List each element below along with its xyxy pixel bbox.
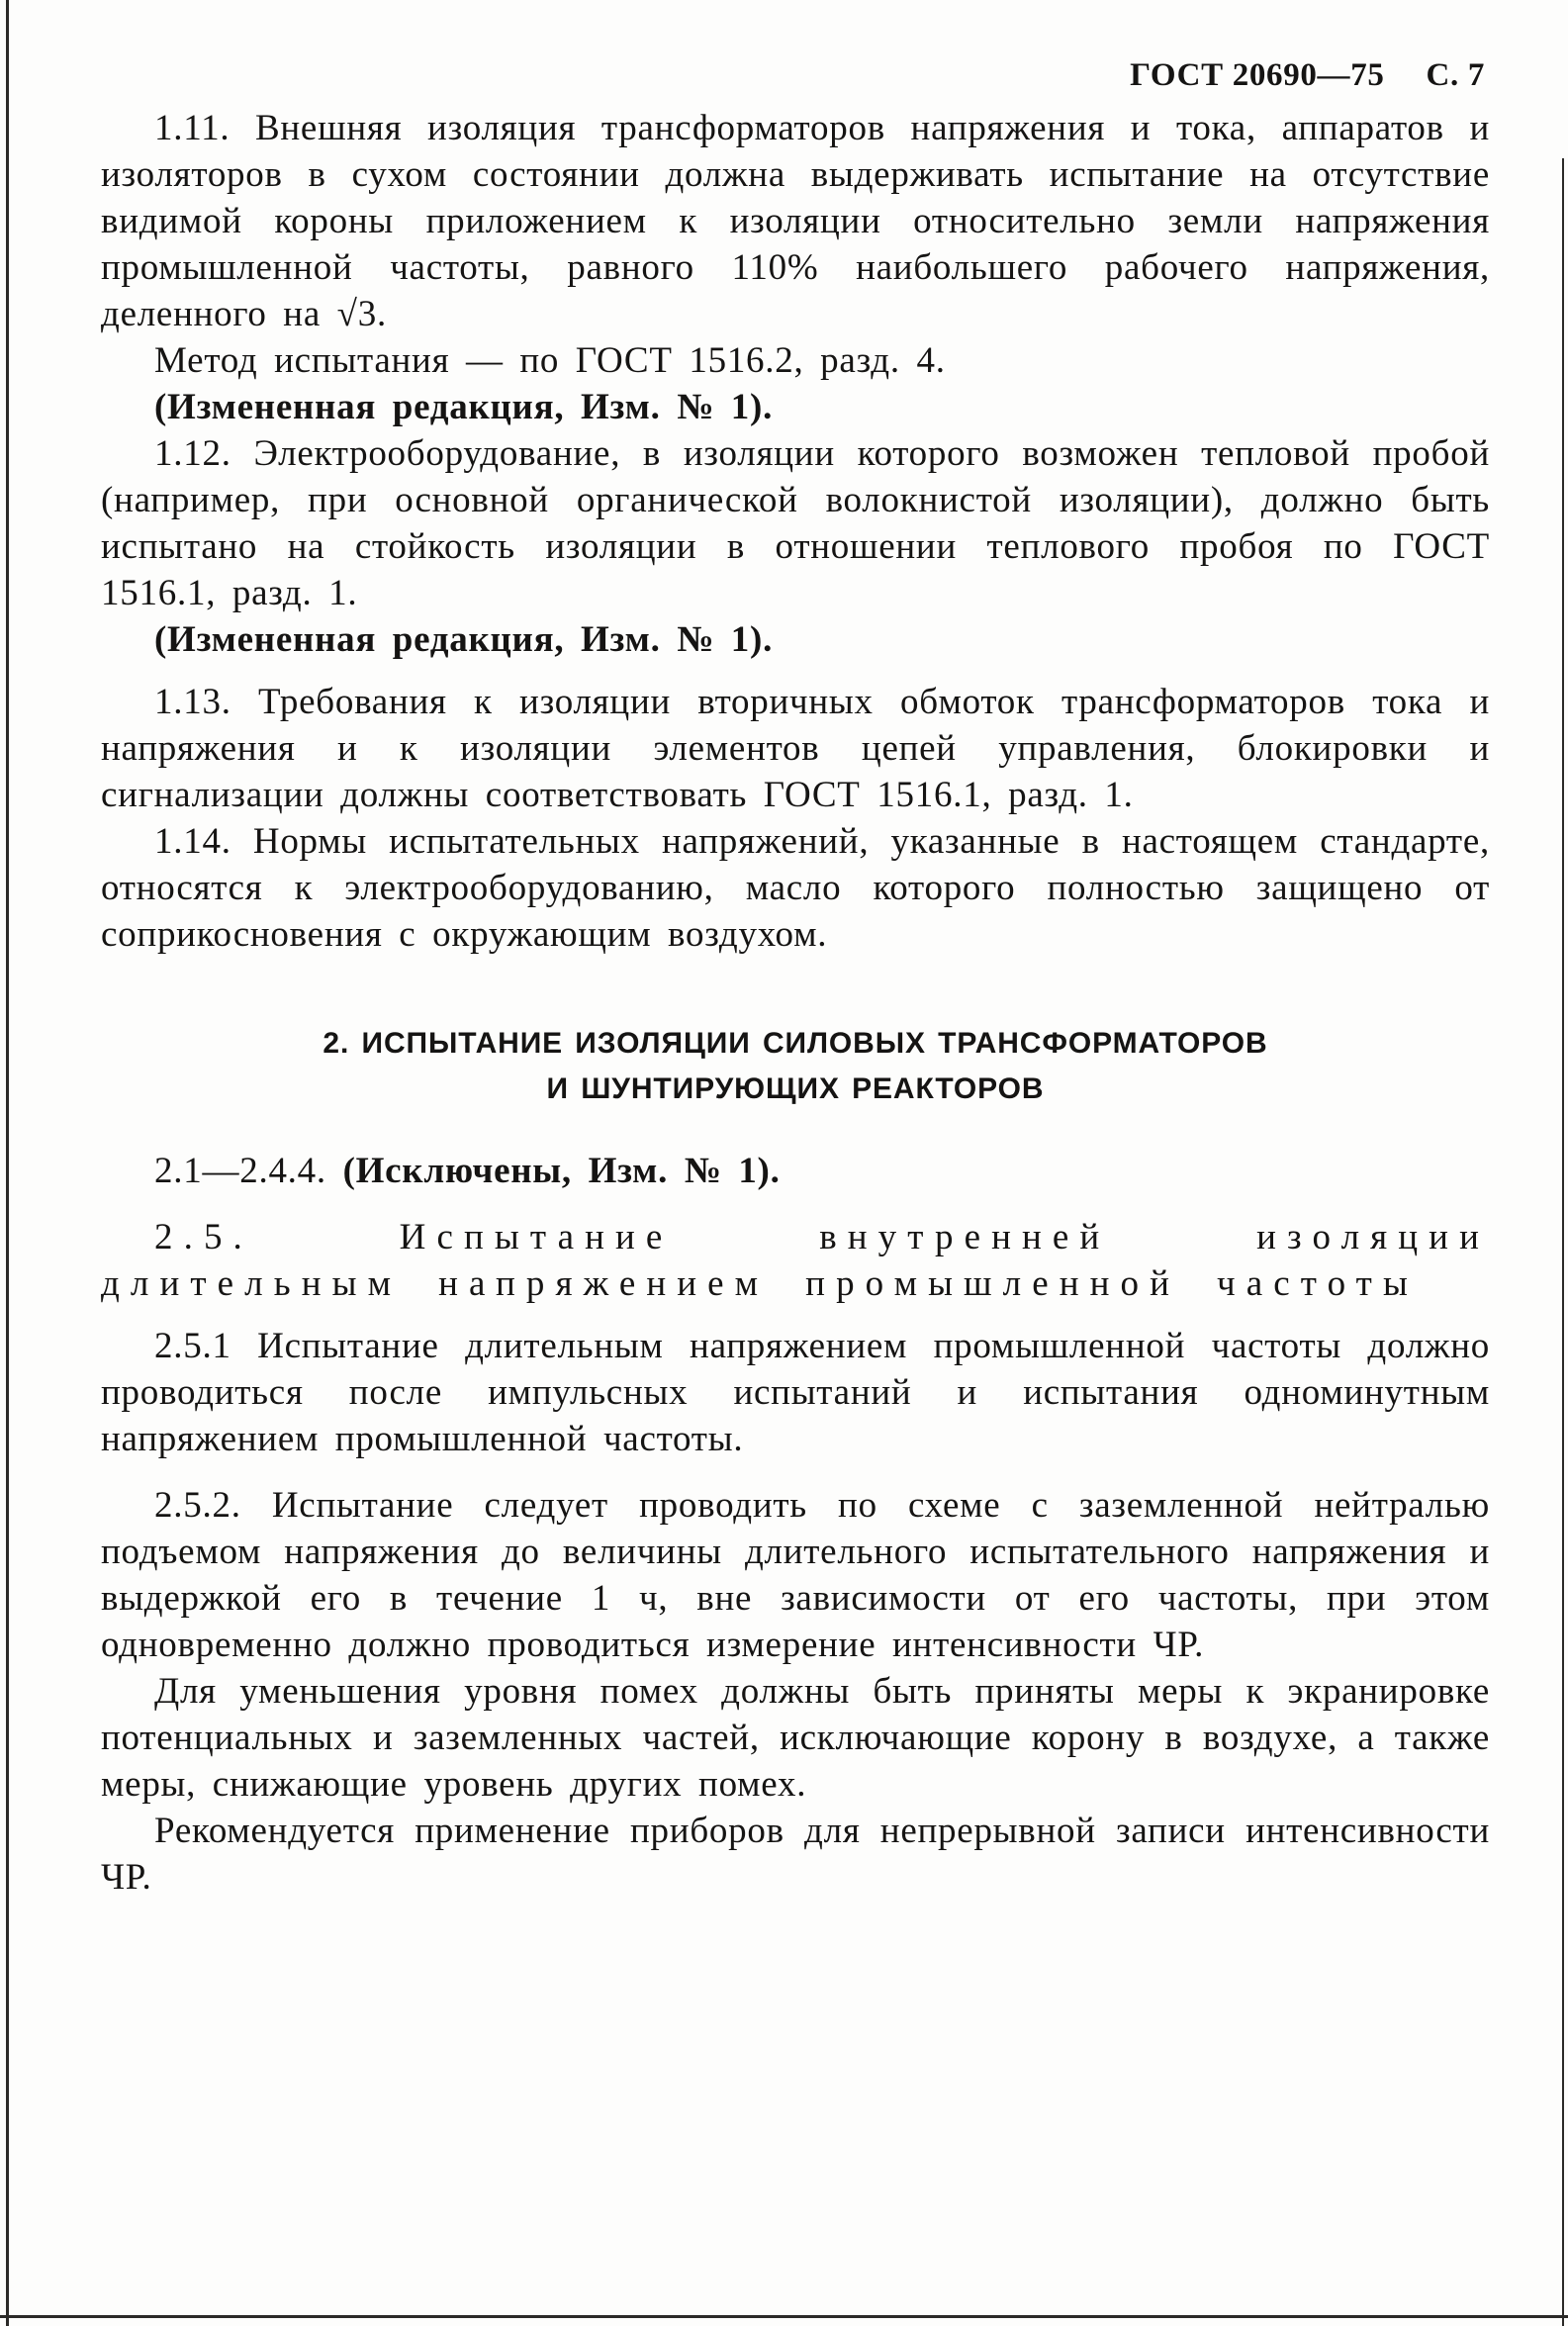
paragraph-1-12: 1.12. Электрооборудование, в изоляции которого возможен тепловой пробой (например, при основной органической волокнистой изоляции), должно быть испытано на стойкость изоляции в отношении теплового пробоя по ГОСТ 1516.1, разд. 1. [101,433,1490,613]
paragraph-recommendation: Рекомендуется применение приборов для непрерывной записи интенсивности ЧР. [101,1811,1490,1898]
section-2-heading [140,1021,1450,1112]
paragraph-test-method: Метод испытания — по ГОСТ 1516.2, разд. 4. [154,340,946,381]
paragraph-excluded-clauses [101,1148,1490,1194]
paragraph-1-11: 1.11. Внешняя изоляция трансформаторов напряжения и тока, аппаратов и изоляторов в сухом состоянии должна выдерживать испытание на отсутствие видимой короны приложением к изоляции относительно земли напряжения промышленной частоты, равного 110% наибольшего рабочего напряжения, деленного на √3. [101,108,1490,334]
paragraph-2-5-heading: 2.5. Испытание внутренней изоляции длительным напряжением промышленной частоты [101,1217,1490,1304]
paragraph-2-5-1: 2.5.1 Испытание длительным напряжением промышленной частоты должно проводиться после импульсных испытаний и испытания одноминутным напряжением промышленной частоты. [101,1326,1490,1459]
paragraph-1-14: 1.14. Нормы испытательных напряжений, указанные в настоящем стандарте, относятся к электрооборудованию, масло которого полностью защищено от соприкосновения с окружающим воздухом. [101,821,1490,955]
paragraph-1-13: 1.13. Требования к изоляции вторичных обмоток трансформаторов тока и напряжения и к изоляции элементов цепей управления, блокировки и сигнализации должны соответствовать ГОСТ 1516.1, разд. 1. [101,682,1490,815]
paragraph-2-5-2: 2.5.2. Испытание следует проводить по схеме с заземленной нейтралью подъемом напряжения до величины длительного испытательного напряжения и выдержкой его в течение 1 ч, вне зависимости от его частоты, при этом одновременно должно проводиться измерение интенсивности ЧР. [101,1485,1490,1665]
excluded-clause-note: (Исключены, Изм. № 1). [342,1151,781,1191]
section-2-heading-line2: И ШУНТИРУЮЩИХ РЕАКТОРОВ [546,1072,1045,1105]
document-body [101,105,1490,1901]
page-number: С. 7 [1426,57,1485,93]
scan-edge-right [1562,158,1564,2326]
paragraph-noise-shielding: Для уменьшения уровня помех должны быть приняты меры к экранировке потенциальных и заземленных частей, исключающие корону в воздухе, а также меры, снижающие уровень других помех. [101,1671,1490,1805]
amendment-note-2: (Измененная редакция, Изм. № 1). [154,619,774,660]
excluded-clause-range: 2.1—2.4.4. [154,1151,326,1191]
scan-edge-bottom [0,2315,1568,2318]
amendment-note-1: (Измененная редакция, Изм. № 1). [154,387,774,427]
standard-number: ГОСТ 20690—75 [1130,57,1385,93]
page-header [1130,57,1485,94]
scan-edge-left [6,0,9,2326]
section-2-heading-line1: 2. ИСПЫТАНИЕ ИЗОЛЯЦИИ СИЛОВЫХ ТРАНСФОРМАТОРОВ [323,1027,1268,1060]
